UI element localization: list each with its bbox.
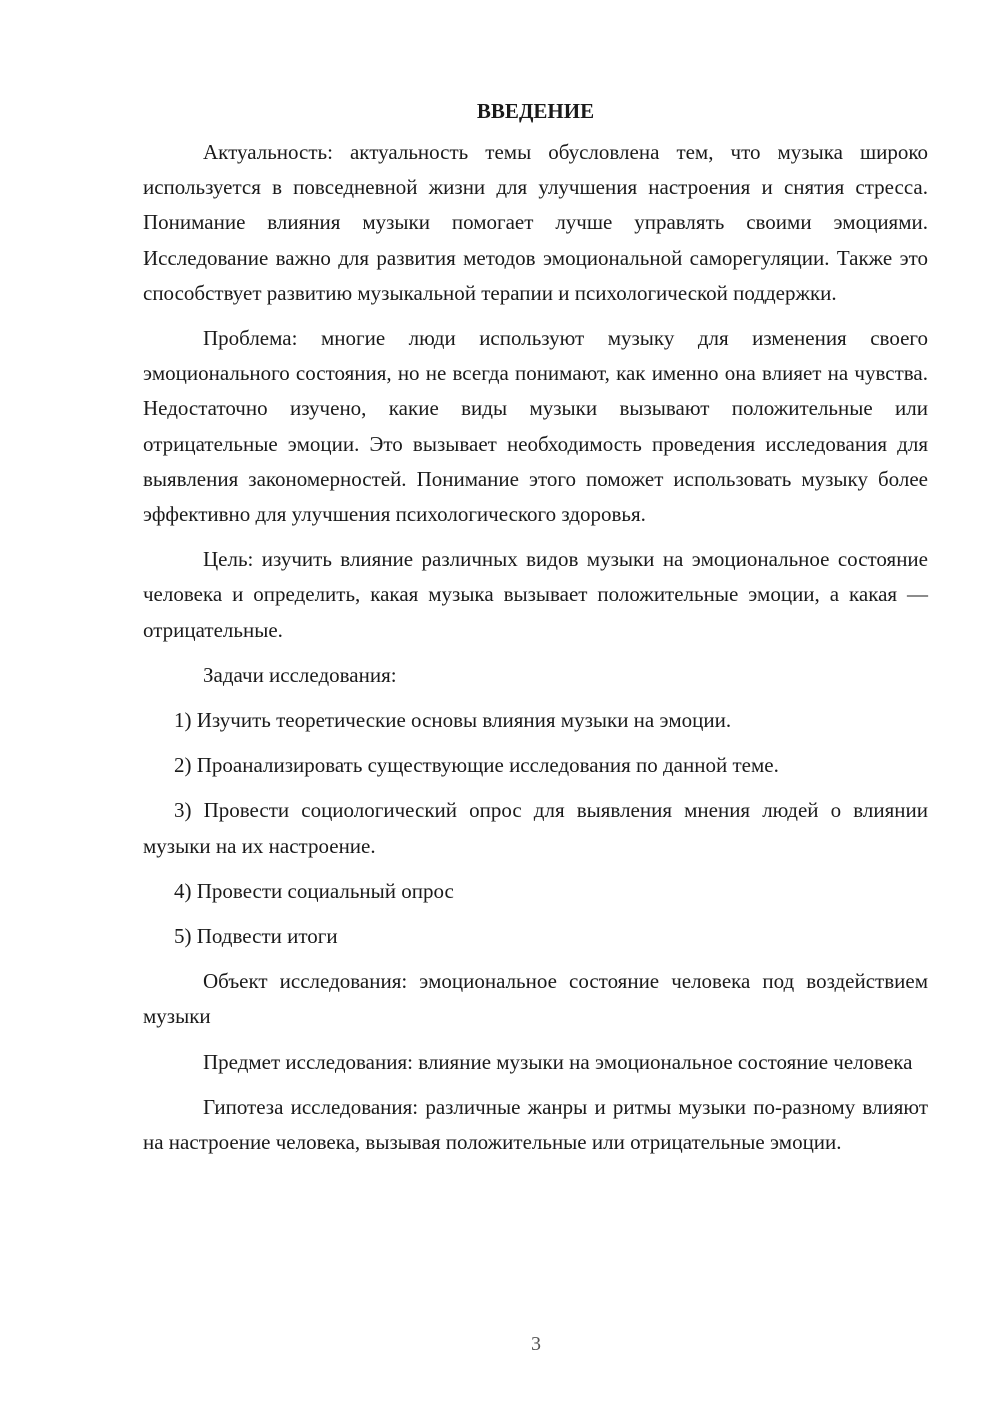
list-item: 4) Провести социальный опрос bbox=[174, 878, 454, 903]
list-item: 2) Проанализировать существующие исследования по данной теме. bbox=[174, 753, 779, 778]
list-item: 1) Изучить теоретические основы влияния музыки на эмоции. bbox=[174, 708, 732, 733]
list-item: 3) Провести социологический опрос для выявления мнения людей о влиянии музыки на их настроение. bbox=[143, 798, 928, 858]
paragraph-object: Объект исследования: эмоциональное состояние человека под воздействием музыки bbox=[143, 969, 928, 1029]
section-title: ВВЕДЕНИЕ bbox=[476, 99, 595, 123]
paragraph-hypothesis: Гипотеза исследования: различные жанры и ритмы музыки по-разному влияют на настроение человека, вызывая положительные или отрицательные эмоции. bbox=[143, 1094, 928, 1155]
paragraph-subject: Предмет исследования: влияние музыки на эмоциональное состояние человека bbox=[203, 1049, 913, 1074]
paragraph-tasks-heading: Задачи исследования: bbox=[203, 662, 397, 687]
list-item: 5) Подвести итоги bbox=[174, 924, 338, 949]
document-page bbox=[143, 96, 928, 1170]
paragraph-problem: Проблема: многие люди используют музыку для изменения своего эмоционального состояния, но не всегда понимают, как именно она влияет на чувства. Недостаточно изучено, какие виды музыки вызывают положительные или отрицательные эмоции. Это вызывает необходимость проведения исследования для выявления закономерностей. Понимание этого поможет использовать музыку более эффективно для улучшения психологического здоровья. bbox=[143, 326, 928, 527]
paragraph-relevance: Актуальность: актуальность темы обусловлена тем, что музыка широко используется в повседневной жизни для улучшения настроения и снятия стресса. Понимание влияния музыки помогает лучше управлять своими эмоциями. Исследование важно для развития методов эмоциональной саморегуляции. Также это способствует развитию музыкальной терапии и психологической поддержки. bbox=[143, 140, 928, 305]
paragraph-goal: Цель: изучить влияние различных видов музыки на эмоциональное состояние человека и определить, какая музыка вызывает положительные эмоции, а какая — отрицательные. bbox=[143, 547, 928, 642]
page-number: 3 bbox=[531, 1333, 541, 1355]
